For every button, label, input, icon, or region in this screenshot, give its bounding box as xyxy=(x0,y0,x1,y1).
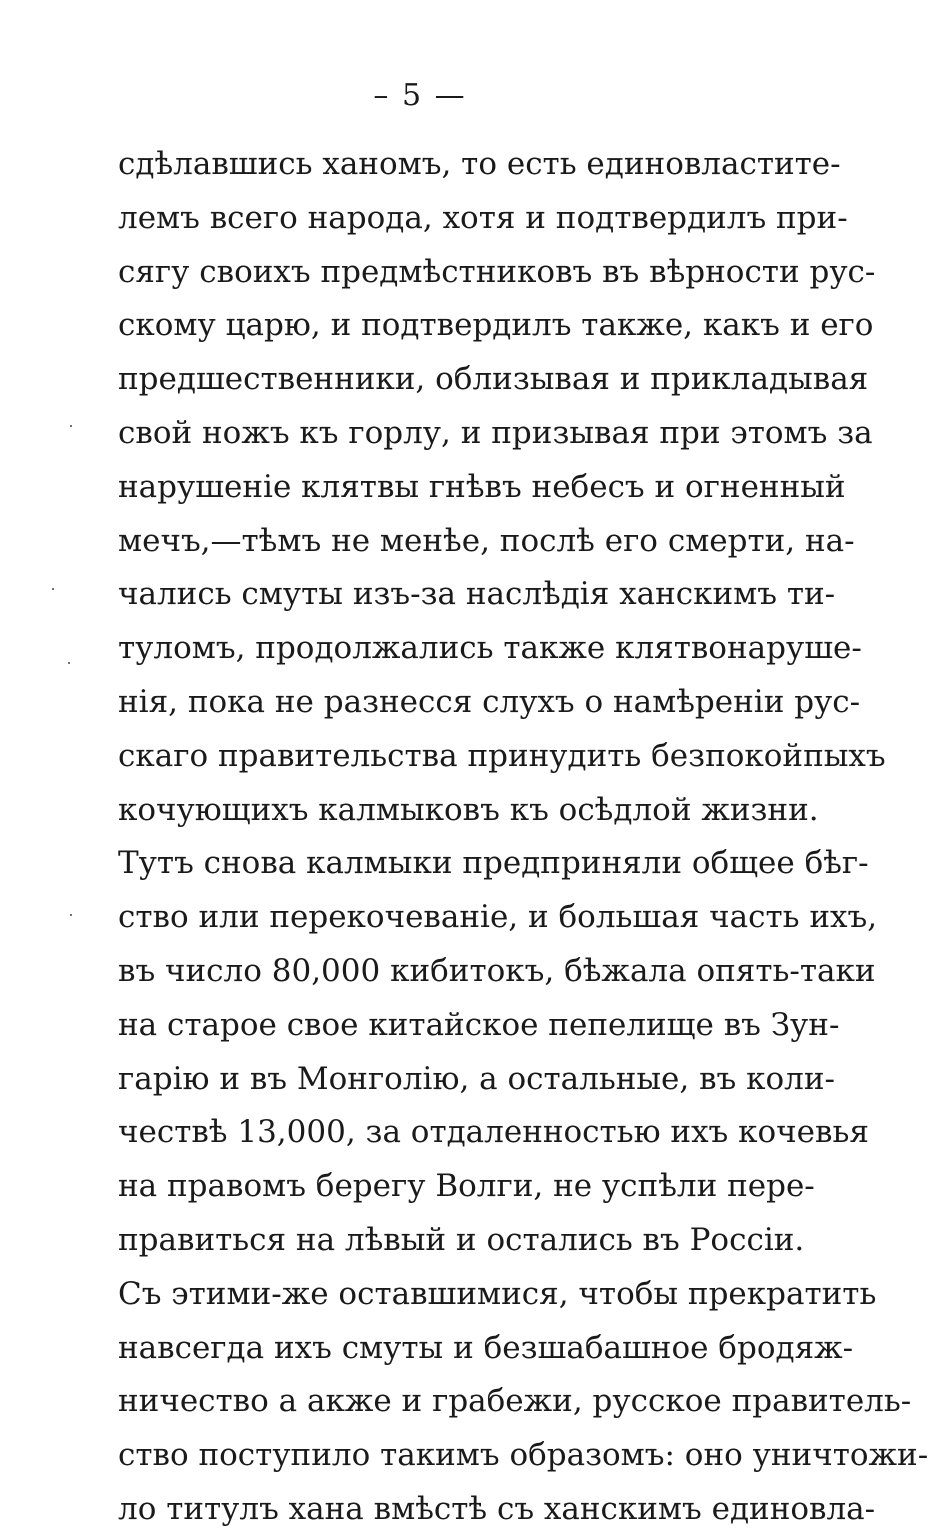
text-line: гарію и въ Монголію, а остальные, въ коли- xyxy=(118,1060,835,1097)
text-line: Съ этими-же оставшимися, чтобы прекратить xyxy=(118,1275,877,1312)
text-line: нія, пока не разнесся слухъ о намѣреніи рус- xyxy=(118,683,861,720)
body-text xyxy=(118,138,928,1537)
text-line: сягу своихъ предмѣстниковъ въ вѣрности рус- xyxy=(118,253,876,290)
text-line: на старое свое китайское пепелище въ Зун- xyxy=(118,1006,840,1043)
text-line: сдѣлавшись ханомъ, то есть единовластите- xyxy=(118,146,841,182)
text-line: лемъ всего народа, хотя и подтвердилъ при- xyxy=(118,199,848,236)
page-number: – 5 — xyxy=(373,78,467,113)
text-line: ство поступило такимъ образомъ: оно уничтожи- xyxy=(118,1437,928,1474)
text-line: мечъ,—тѣмъ не менѣе, послѣ его смерти, на- xyxy=(118,522,855,559)
text-line: ство или перекочеваніе, и большая часть ихъ, xyxy=(118,899,878,936)
text-line: на правомъ берегу Волги, не успѣли пере- xyxy=(118,1168,815,1205)
text-line: правиться на лѣвый и остались въ Россіи. xyxy=(118,1221,805,1258)
text-line: ло титулъ хана вмѣстѣ съ ханскимъ единовла- xyxy=(118,1490,876,1527)
text-line: свой ножъ къ горлу, и призывая при этомъ за xyxy=(118,414,873,451)
text-line: чались смуты изъ-за наслѣдія ханскимъ ти- xyxy=(118,576,836,613)
text-line: кочующихъ калмыковъ къ осѣдлой жизни. xyxy=(118,791,819,828)
text-line: предшественники, облизывая и прикладывая xyxy=(118,361,869,398)
text-line: скому царю, и подтвердилъ также, какъ и его xyxy=(118,307,874,344)
scan-speck xyxy=(68,662,70,664)
text-line: ничество а акже и грабежи, русское правитель- xyxy=(118,1383,912,1420)
scan-speck xyxy=(52,588,54,590)
text-line: Тутъ снова калмыки предприняли общее бѣг- xyxy=(118,845,869,882)
scan-speck xyxy=(70,425,72,427)
text-line: туломъ, продолжались также клятвонаруше- xyxy=(118,630,862,667)
scan-speck xyxy=(70,914,72,916)
text-line: чествѣ 13,000, за отдаленностью ихъ кочевья xyxy=(118,1114,869,1151)
text-line: навсегда ихъ смуты и безшабашное бродяж- xyxy=(118,1329,854,1366)
text-line: въ число 80,000 кибитокъ, бѣжала опять-таки xyxy=(118,952,876,989)
text-line: нарушеніе клятвы гнѣвъ небесъ и огненный xyxy=(118,468,846,505)
text-line: скаго правительства принудить безпокойпыхъ xyxy=(118,737,886,774)
